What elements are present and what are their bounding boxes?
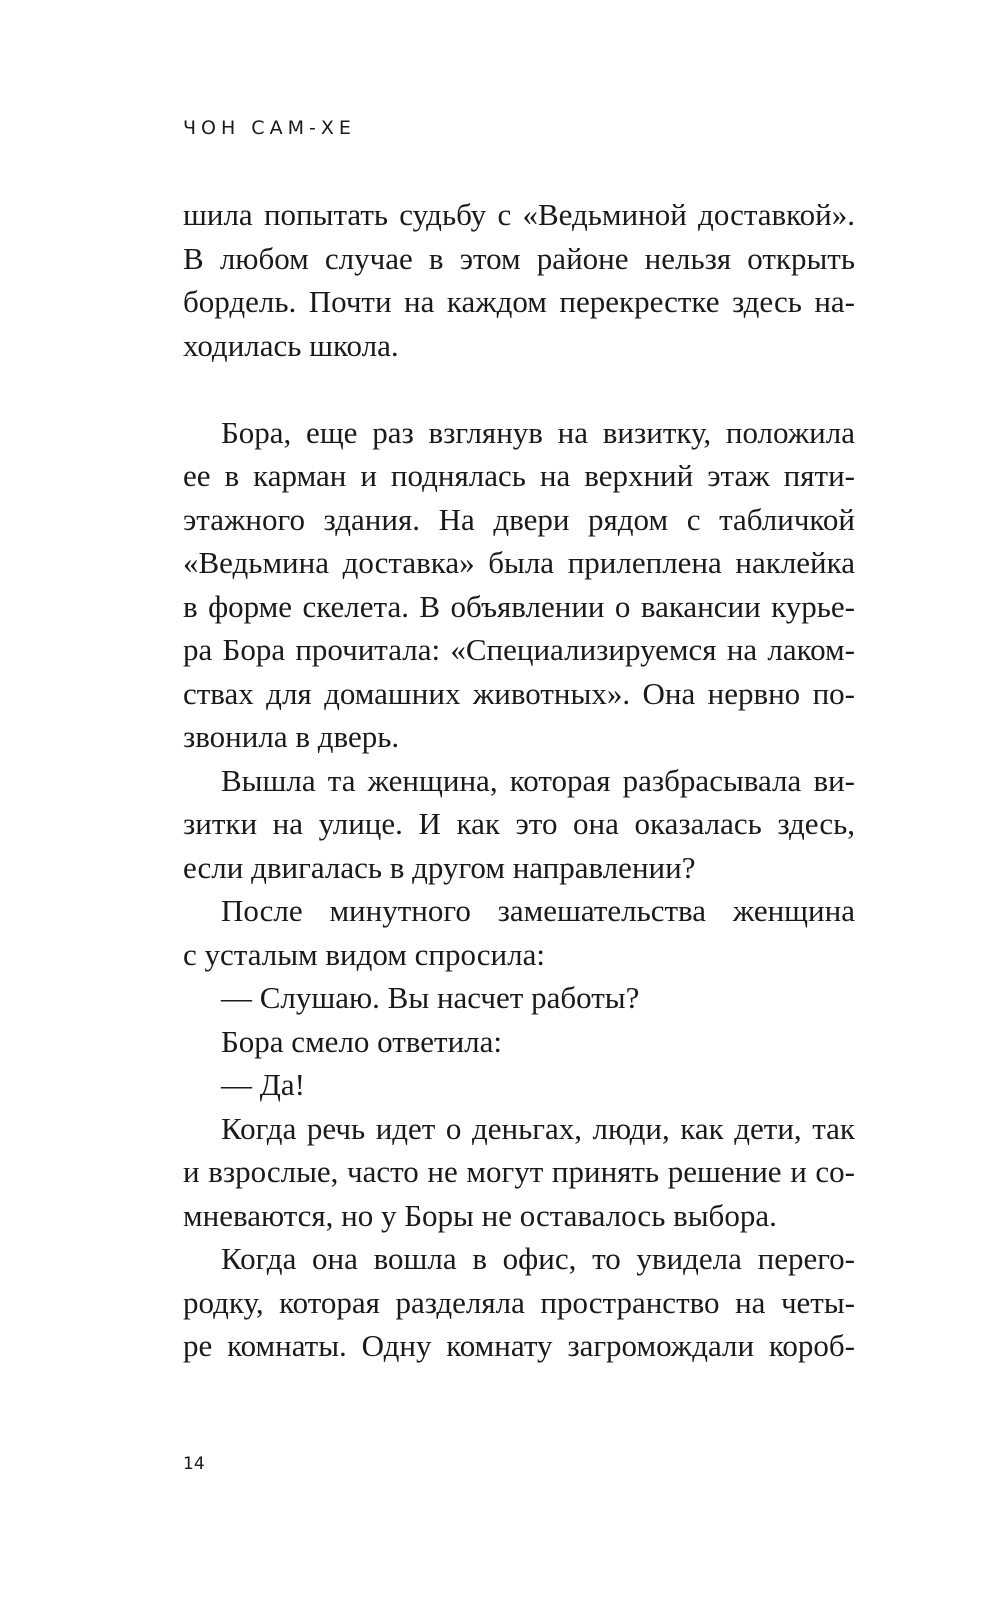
text-line: зитки на улице. И как это она оказалась здесь, [183,806,855,841]
text-line: После минутного замешательства женщина [221,893,855,928]
text-line: ходилась школа. [183,327,399,363]
dialogue-line [183,976,855,1020]
text-line: Когда речь идет о деньгах, люди, как дети, так [221,1110,855,1146]
paragraph [183,411,855,759]
text-line: мневаются, но у Боры не оставалось выбора. [183,1197,777,1233]
paragraph [183,193,855,367]
text-line: шила попытать судьбу с «Ведьминой доставкой». [183,197,855,232]
dialogue-line [183,1063,855,1107]
text-line: ре комнаты. Одну комнату загромождали короб- [183,1328,855,1363]
paragraph [183,1020,855,1064]
text-line: Бора смело ответила: [221,1023,502,1059]
text-line: ее в карман и поднялась на верхний этаж пяти- [183,458,855,493]
paragraph [183,889,855,976]
text-line: родку, которая разделяла пространство на четы- [183,1284,855,1320]
text-line: и взрослые, часто не могут принять решение и со- [183,1154,855,1189]
text-line: если двигалась в другом направлении? [183,849,696,885]
text-line: В любом случае в этом районе нельзя открыть [183,240,855,276]
text-line: звонила в дверь. [183,719,400,754]
text-line: Вышла та женщина, которая разбрасывала ви- [221,762,855,798]
text-line: Бора, еще раз взглянув на визитку, положила [221,414,855,450]
text-line: Когда она вошла в офис, то увидела перего- [221,1241,855,1276]
text-line: ра Бора прочитала: «Специализируемся на лаком- [183,632,855,667]
text-line: ствах для домашних животных». Она нервно по- [183,675,855,711]
paragraph [183,1107,855,1238]
page-number: 14 [183,1454,205,1474]
paragraph [183,1237,855,1368]
text-line: в форме скелета. В объявлении о вакансии курье- [183,588,855,624]
text-line: «Ведьмина доставка» была прилеплена наклейка [183,545,855,580]
running-header-author: ЧОН САМ-ХЕ [183,117,356,139]
paragraph [183,759,855,890]
text-line: этажного здания. На двери рядом с табличкой [183,501,855,537]
book-page-body [183,193,855,1368]
text-line: с усталым видом спросила: [183,936,545,972]
text-line: бордель. Почти на каждом перекрестке здесь на- [183,284,855,319]
section-break [183,367,855,411]
text-line: — Да! [221,1067,305,1102]
text-line: — Слушаю. Вы насчет работы? [221,980,640,1015]
